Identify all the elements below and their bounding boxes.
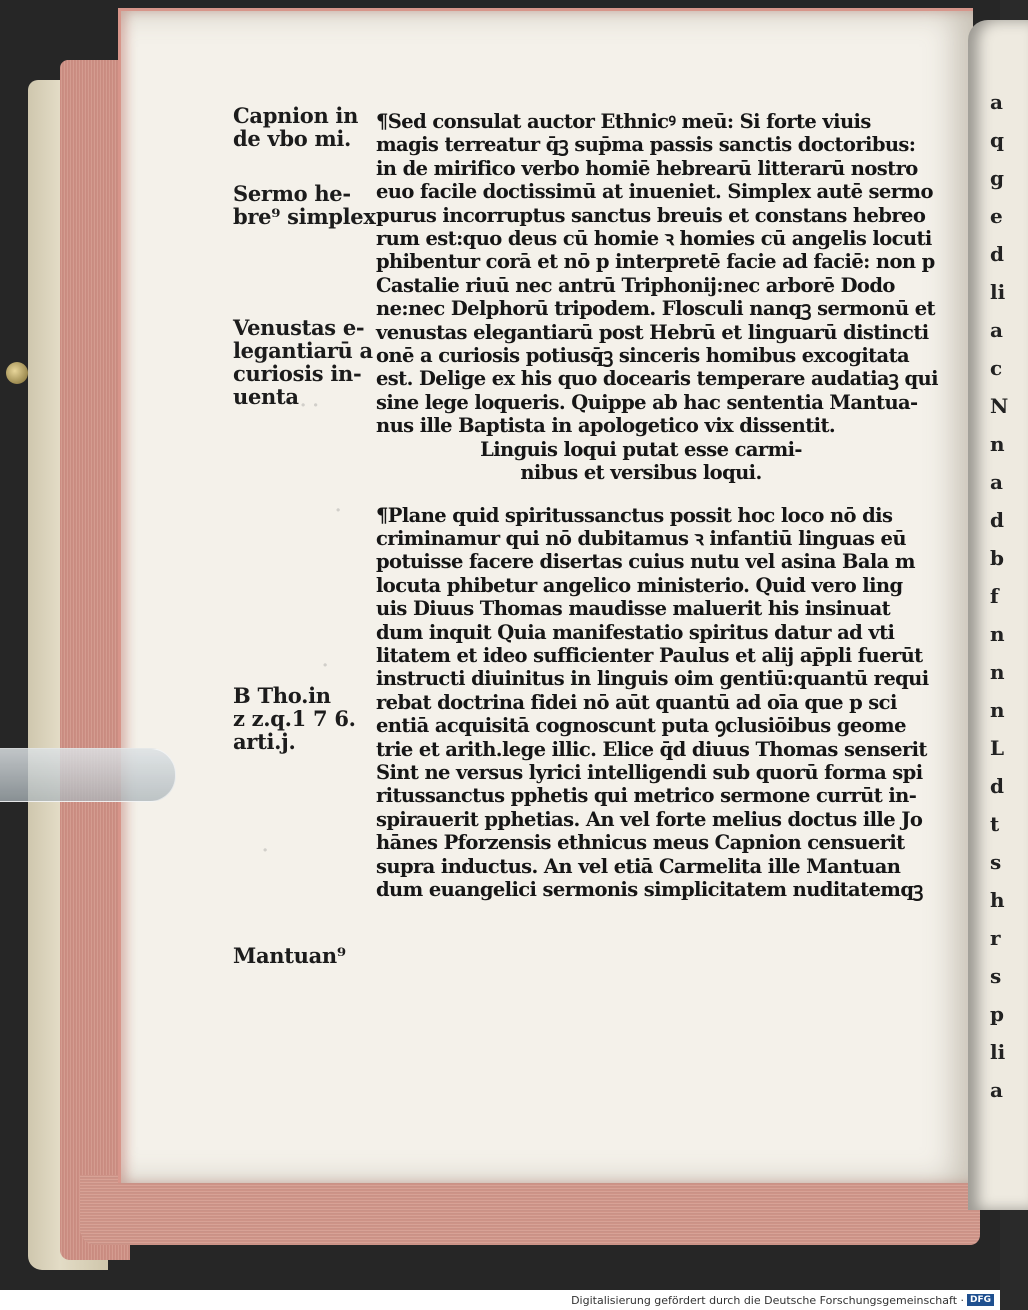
show-through-text: · · [300,395,319,416]
margin-note-line: arti.j. [233,729,296,754]
margin-note-line: Capnion in [233,103,359,128]
text-line: phibentur corā et nō p interpretē facie ad faciē: non p [376,250,935,274]
text-line: uis Diuus Thomas maudisse maluerit his insinuat [376,597,891,621]
text-line: rum est:quo deus cū homie ꝛ homies cū angelis locuti [376,227,932,251]
right-page-fragment: t [990,812,1000,836]
margin-note-sermo [233,182,376,228]
right-page-fragment: a [990,90,1003,114]
text-line: criminamur qui nō dubitamus ꝛ infantiū linguas eū [376,526,906,550]
text-line: potuisse facere disertas cuius nutu vel asina Bala m [376,550,915,574]
text-line: ¶Sed consulat auctor Ethnicꝰ meū: Si forte viuis [376,110,871,133]
margin-note-line: Mantuan⁹ [233,943,346,968]
text-line: spirauerit pphetias. An vel forte melius doctus ille Jo [376,807,923,831]
text-line: instructi diuinitus in linguis oim gentiū:quantū requi [376,667,929,691]
margin-note-line: de vbo mi. [233,126,352,151]
right-page-fragment: a [990,470,1003,494]
right-page-fragment: s [990,850,1002,874]
text-line: dum euangelici sermonis simplicitatem nuditatemqꝫ [376,878,923,901]
margin-note-thomas [233,684,356,753]
text-line: locuta phibetur angelico ministerio. Quid vero ling [376,573,903,597]
text-line: nibus et versibus loqui. [520,461,762,485]
right-page-fragment: n [990,432,1005,456]
text-line: rebat doctrina fidei nō aūt quantū ad oīa que p sci [376,690,897,714]
paragraph-gap [376,485,886,504]
funding-credit: Digitalisierung gefördert durch die Deutsche Forschungsgemeinschaft · [571,1294,964,1307]
right-page-edge [968,20,1028,1210]
text-line: dum inquit Quia manifestatio spiritus datur ad vti [376,620,895,644]
text-line: ne:nec Delphorū tripodem. Flosculi nanqꝫ sermonū et [376,297,935,321]
margin-note-line: uenta [233,384,299,409]
text-line: sine lege loqueris. Quippe ab hac sententia Mantua- [376,390,918,414]
right-page-fragment: a [990,318,1003,342]
right-page-fragment: li [990,1040,1006,1064]
right-page-fragment: h [990,888,1005,912]
right-page-fragment: n [990,660,1005,684]
page-edges-bottom [80,1175,980,1245]
margin-note-line: curiosis in- [233,361,362,386]
right-page-fragment: s [990,964,1002,988]
right-page-fragment: a [990,1078,1003,1102]
right-page-fragment: N [990,394,1009,418]
margin-note-line: Sermo he- [233,181,351,206]
dfg-logo: DFG [967,1294,994,1306]
margin-note-line: z z.q.1 7 6. [233,706,356,731]
right-page-fragment: d [990,508,1004,532]
right-page-fragment: c [990,356,1003,380]
right-page-fragment: n [990,698,1005,722]
text-line: est. Delige ex his quo docearis temperare audatiaꝫ qui [376,367,938,391]
text-line: hānes Pforzensis ethnicus meus Capnion censuerit [376,831,905,855]
right-page-fragment: p [990,1002,1004,1026]
footer-bar [0,1290,1000,1310]
text-line: Castalie riuū nec antrū Triphonij:nec arborē Dodo [376,273,895,297]
right-page-fragment: r [990,926,1001,950]
text-line: Linguis loqui putat esse carmi- [480,437,802,461]
main-text-block [376,110,938,901]
margin-note-mantuan [233,944,346,967]
text-line: onē a curiosis potiusq̄ꝫ sinceris homibus excogitata [376,344,910,368]
margin-note-line: Venustas e- [233,315,365,340]
right-page-fragment: n [990,622,1005,646]
margin-note-venustas [233,316,373,408]
margin-note-capnion [233,104,358,150]
margin-note-line: legantiarū a [233,338,373,363]
text-line: purus incorruptus sanctus breuis et constans hebreo [376,203,926,227]
margin-note-line: B Tho.in [233,683,331,708]
right-page-fragment: li [990,280,1006,304]
text-line: entiā acquisitā cognoscunt puta ꝯclusiōibus geome [376,714,906,738]
right-page-fragment: g [990,166,1004,190]
glass-page-weight [0,748,176,802]
text-line: magis terreatur q̄ꝫ sup̄ma passis sanctis doctoribus: [376,133,916,157]
text-line: ritussanctus pphetis qui metrico sermone currūt in- [376,784,917,808]
show-through-text: · [322,655,329,676]
text-line: trie et arith.lege illic. Elice q̄d diuus Thomas senserit [376,737,927,761]
right-page-fragment: q [990,128,1004,152]
verse-quote [376,438,886,485]
text-line: in de mirifico verbo homiē hebrearū litterarū nostro [376,156,918,180]
text-line: nus ille Baptista in apologetico vix dissentit. [376,414,836,438]
text-line: ¶Plane quid spiritussanctus possit hoc loco nō dis [376,503,893,527]
paragraph-2 [376,503,929,902]
margin-note-line: bre⁹ simplex [233,204,376,229]
right-page-fragment: b [990,546,1004,570]
paragraph-1 [376,110,938,438]
text-line: Sint ne versus lyrici intelligendi sub quorū forma spi [376,760,923,784]
right-page-fragment: L [990,736,1005,760]
text-line: venustas elegantiarū post Hebrū et linguarū distincti [376,320,929,344]
right-page-fragment: d [990,242,1004,266]
right-page-fragment: f [990,584,999,608]
clasp-icon [6,362,28,384]
text-line: euo facile doctissimū at inueniet. Simplex autē sermo [376,180,933,204]
show-through-text: · [262,840,269,861]
show-through-text: · [335,500,342,521]
right-page-fragment: e [990,204,1003,228]
right-page-fragment: d [990,774,1004,798]
text-line: supra inductus. An vel etiā Carmelita ille Mantuan [376,854,901,878]
text-line: litatem et ideo sufficienter Paulus et alij ap̄pli fuerūt [376,643,923,667]
